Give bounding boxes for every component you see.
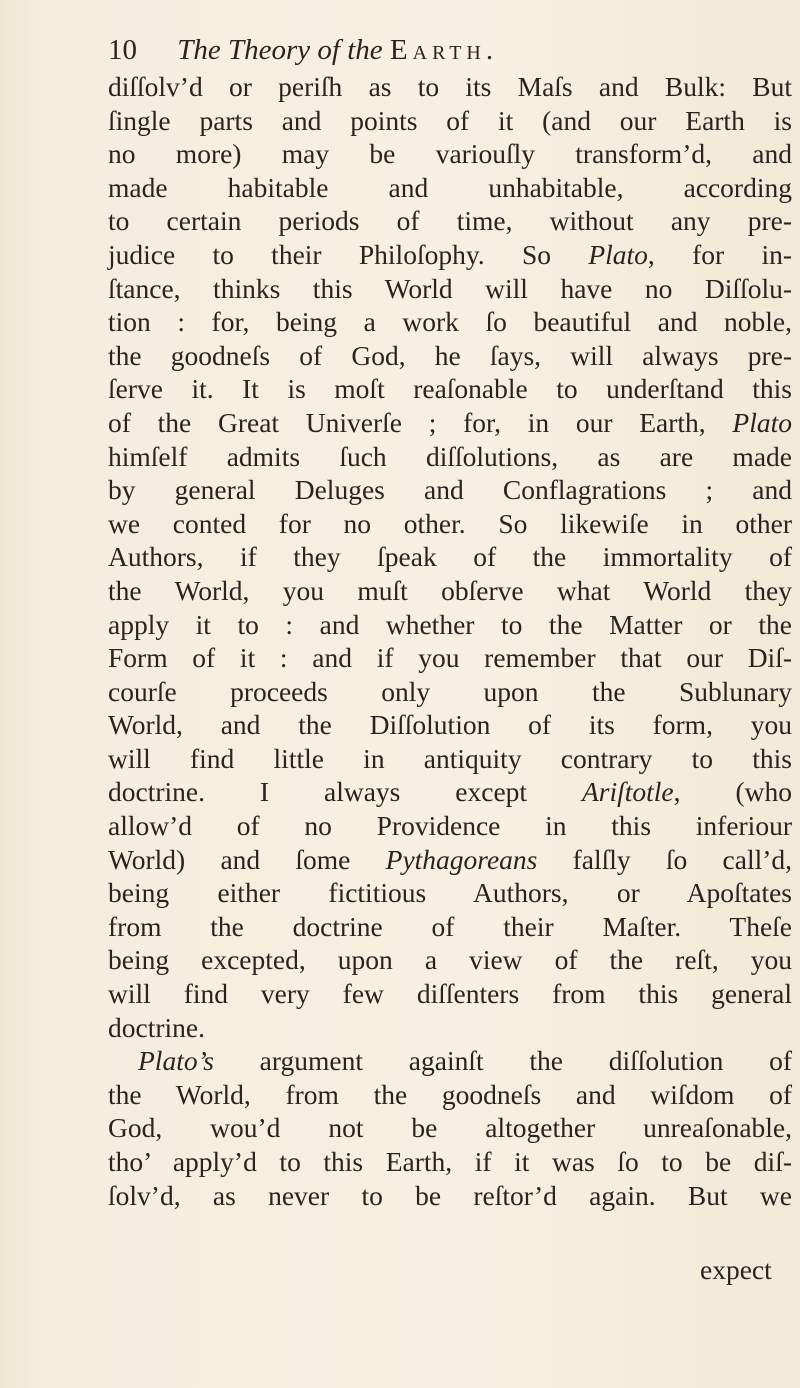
text-line: courſe proceeds only upon the Sublunary (108, 675, 792, 707)
text-line: being either fictitious Authors, or Apoſtates (108, 877, 792, 909)
text-line: World) and ſome Pythagoreans falſly ſo call’d, (108, 843, 793, 875)
text-line: ſolv’d, as never to be reſtor’d again. But we (108, 1179, 792, 1211)
running-header (108, 30, 708, 70)
text-line: no more) may be variouſly transform’d, and (108, 138, 792, 170)
catchword: expect (700, 1254, 772, 1285)
text-line: judice to their Philoſophy. So Plato, for in- (108, 238, 792, 270)
text-line: being excepted, upon a view of the reſt, you (108, 944, 792, 976)
body-text (108, 70, 792, 1212)
page-number: 10 (108, 34, 137, 66)
text-line: tho’ apply’d to this Earth, if it was ſo to be diſ- (108, 1146, 792, 1177)
text-line: tion : for, being a work ſo beautiful and noble, (108, 306, 792, 338)
text-line: from the doctrine of their Maſter. Theſe (108, 910, 792, 942)
running-title: The Theory of the (177, 34, 383, 66)
text-line: God, wou’d not be altogether unreaſonable, (108, 1112, 792, 1144)
text-line: Form of it : and if you remember that our Diſ- (108, 642, 792, 674)
text-line: doctrine. I always except Ariſtotle, (who (108, 776, 792, 808)
text-line: the World, from the goodneſs and wiſdom of (108, 1078, 792, 1110)
text-line: ſerve it. It is moſt reaſonable to underſtand this (108, 373, 792, 405)
text-line: Authors, if they ſpeak of the immortality of (108, 541, 792, 573)
text-line: allow’d of no Providence in this inferiour (108, 810, 792, 842)
text-line: doctrine. (108, 1011, 205, 1043)
text-line: diſſolv’d or periſh as to its Maſs and Bulk: But (108, 71, 792, 102)
text-line: World, and the Diſſolution of its form, you (108, 709, 792, 741)
text-line: ſingle parts and points of it (and our Earth is (108, 104, 792, 136)
text-line: of the Great Univerſe ; for, in our Earth, Plato (108, 406, 792, 438)
text-line: Plato’s argument againſt the diſſolution of (138, 1045, 792, 1077)
text-line: himſelf admits ſuch diſſolutions, as are made (108, 440, 792, 472)
text-line: by general Deluges and Conflagrations ; and (108, 474, 792, 506)
text-line: ſtance, thinks this World will have no Diſſolu- (108, 272, 792, 304)
running-title-earth: Earth. (389, 34, 499, 66)
text-line: made habitable and unhabitable, according (108, 171, 792, 203)
text-line: will find very few diſſenters from this general (108, 978, 792, 1010)
text-line: will find little in antiquity contrary to this (108, 742, 792, 774)
text-line: to certain periods of time, without any pre- (108, 205, 792, 237)
text-line: apply it to : and whether to the Matter or the (108, 608, 792, 640)
text-line: we conted for no other. So likewiſe in other (108, 507, 792, 539)
text-line: the goodneſs of God, he ſays, will always pre- (108, 339, 792, 371)
text-line: the World, you muſt obſerve what World they (108, 574, 792, 606)
